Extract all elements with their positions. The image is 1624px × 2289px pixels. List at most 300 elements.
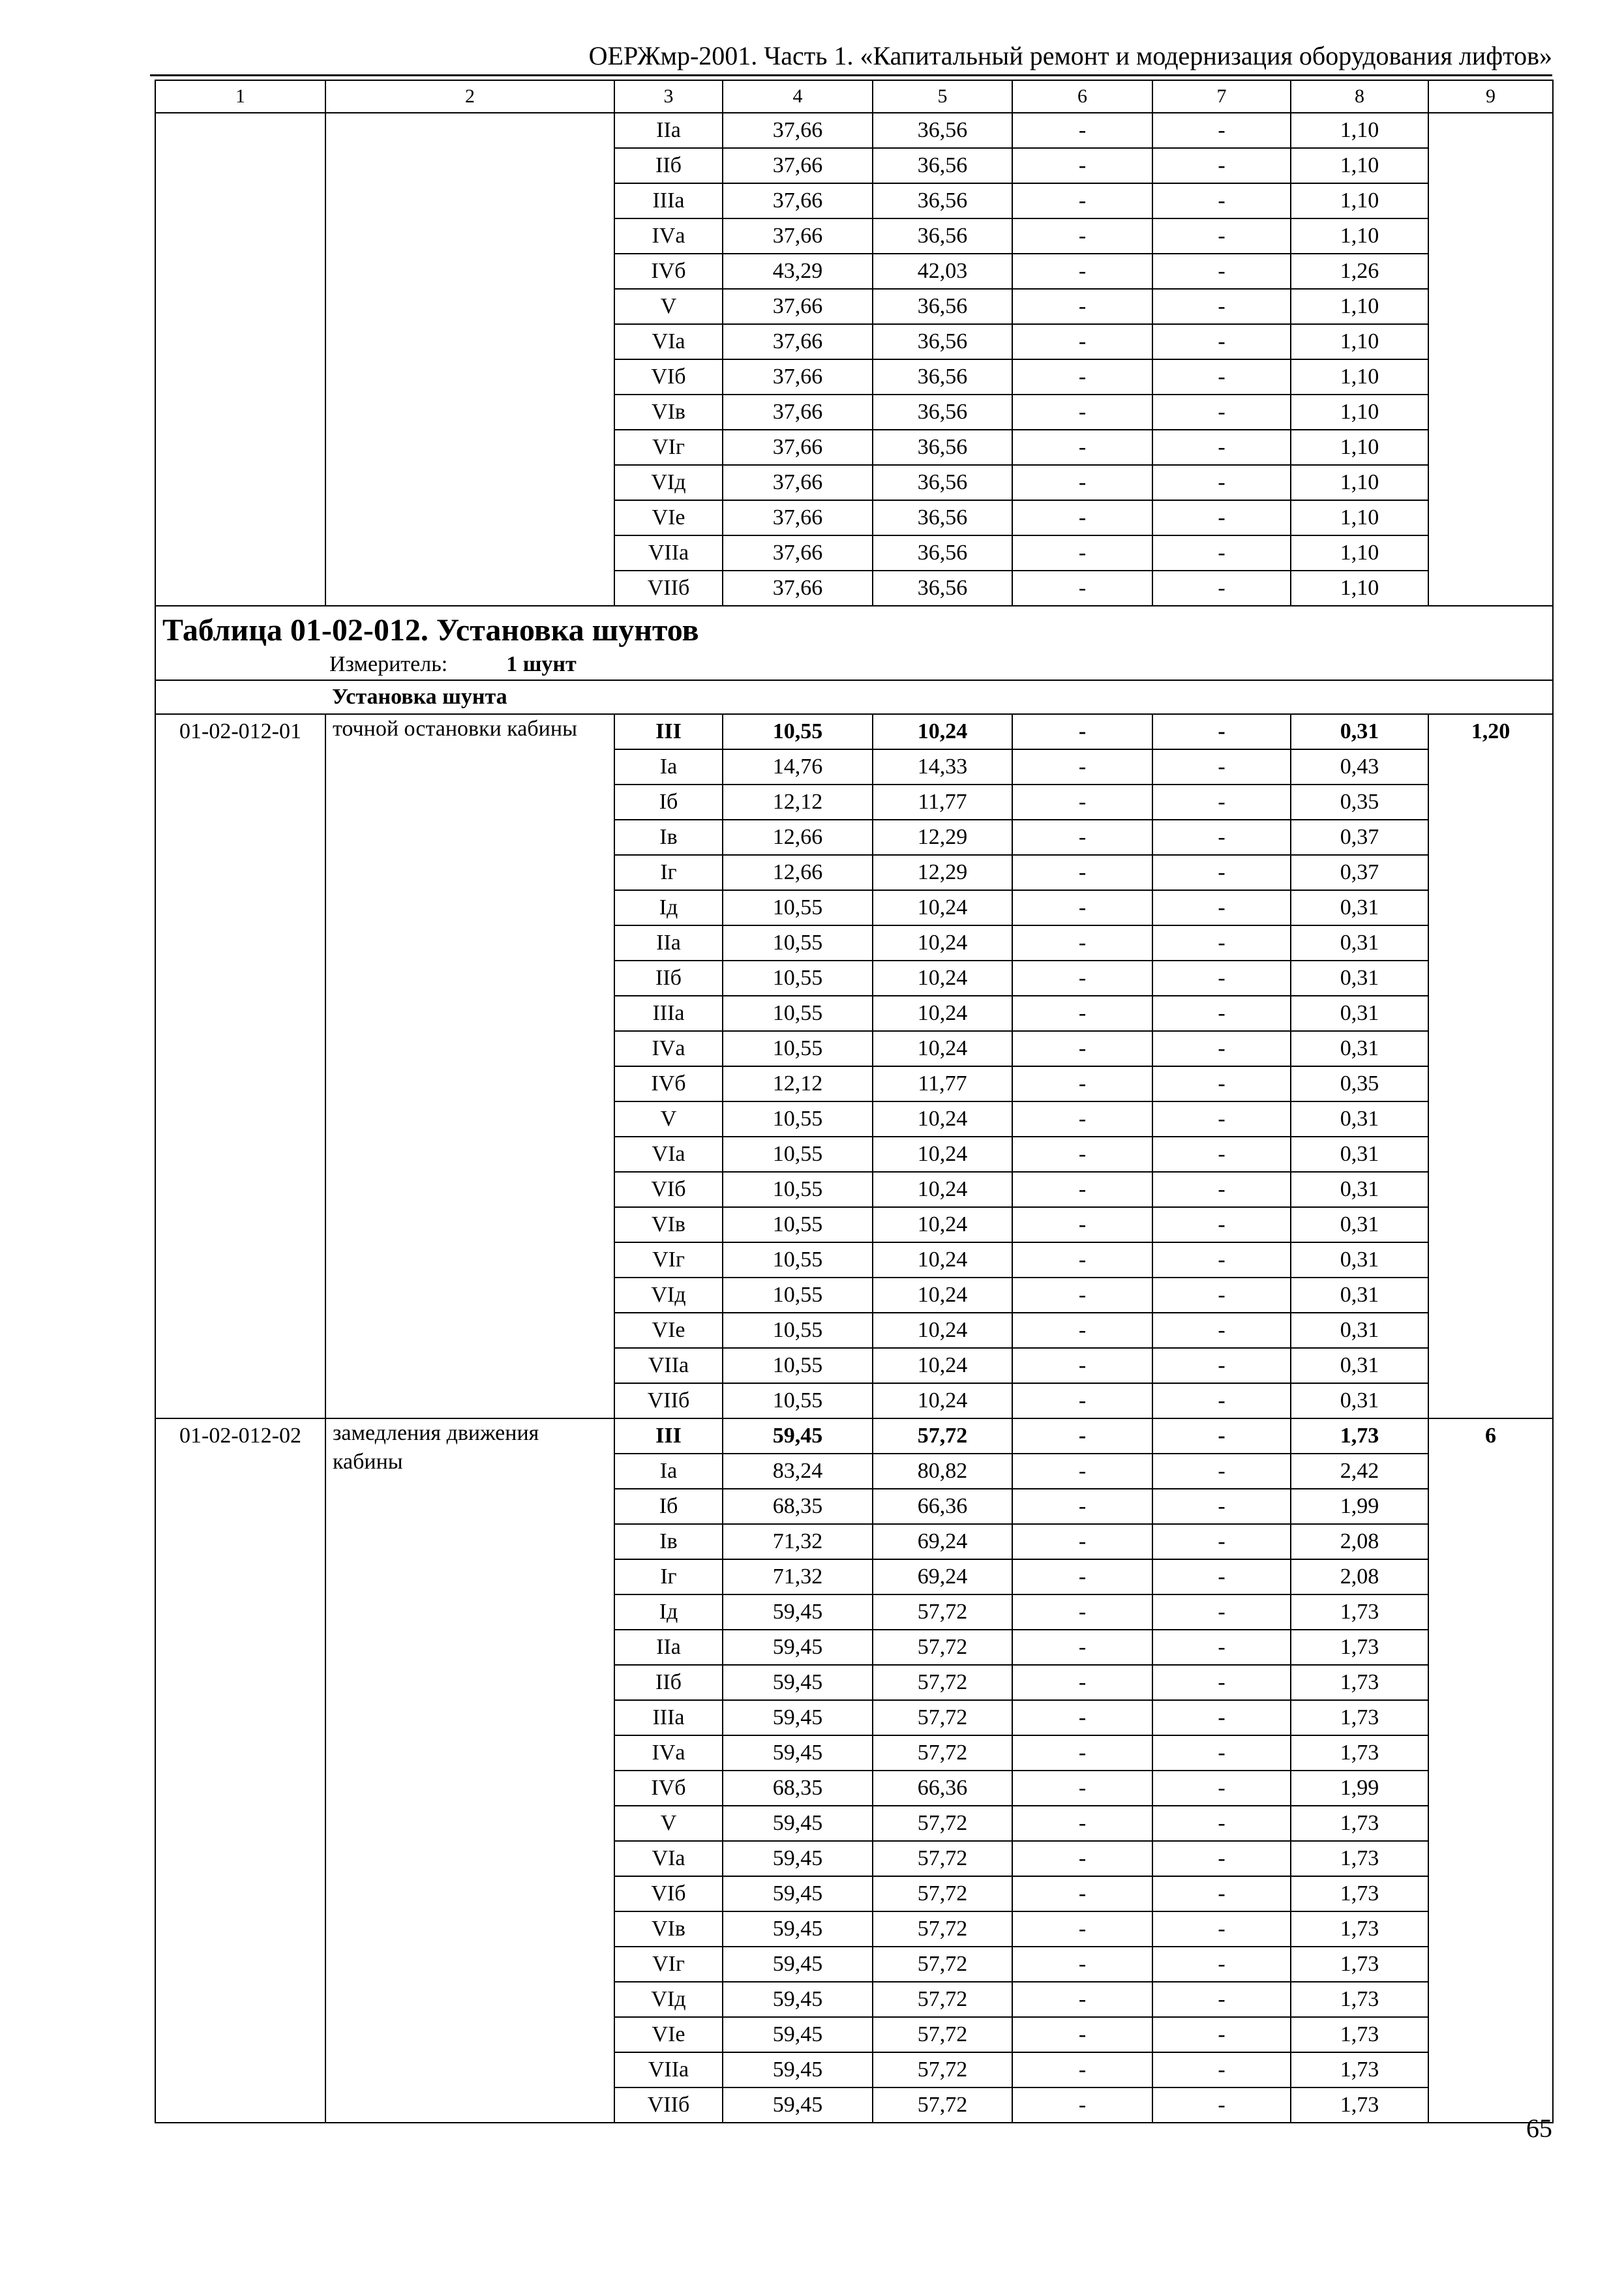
cell-wages: 12,29 [873,820,1012,855]
cell-machinist-wages: - [1152,1172,1291,1207]
cell-resource-class: VIб [614,1876,723,1911]
cell-materials: 1,10 [1291,571,1428,606]
cell-wages: 10,24 [873,1137,1012,1172]
cell-machine-costs: - [1012,571,1152,606]
cell-resource-class: IVа [614,1031,723,1066]
cell-resource-class: VIг [614,1242,723,1278]
cell-direct-costs: 10,55 [723,1031,873,1066]
cell-machine-costs: - [1012,2087,1152,2123]
cell-resource-class: VIа [614,324,723,359]
cell-direct-costs: 37,66 [723,395,873,430]
labor-costs: 6 [1428,1418,1553,2123]
cell-machine-costs: - [1012,1207,1152,1242]
cell-machinist-wages: - [1152,324,1291,359]
cell-resource-class: V [614,1101,723,1137]
cell-materials: 1,10 [1291,289,1428,324]
cell-resource-class: IVа [614,218,723,254]
rates-table [155,80,1554,2123]
cell-wages: 10,24 [873,714,1012,749]
cell-wages: 57,72 [873,2052,1012,2087]
cell-resource-class: III [614,1418,723,1454]
cell-machine-costs: - [1012,465,1152,500]
cell-direct-costs: 83,24 [723,1454,873,1489]
cell-wages: 10,24 [873,961,1012,996]
cell-direct-costs: 10,55 [723,1383,873,1418]
cell-wages: 57,72 [873,1594,1012,1630]
cell-direct-costs: 12,66 [723,855,873,890]
cell-direct-costs: 59,45 [723,1982,873,2017]
cell-machinist-wages: - [1152,1066,1291,1101]
cell-wages: 10,24 [873,1348,1012,1383]
cell-machine-costs: - [1012,1101,1152,1137]
cell-materials: 1,73 [1291,2052,1428,2087]
cell-resource-class: Iб [614,785,723,820]
cell-materials: 1,73 [1291,1841,1428,1876]
cell-direct-costs: 59,45 [723,2052,873,2087]
cell-resource-class: IIIа [614,1700,723,1735]
cell-direct-costs: 37,66 [723,430,873,465]
rate-name: замедления движения кабины [325,1418,614,2123]
cell-resource-class: VIд [614,465,723,500]
table-title: Таблица 01-02-012. Установка шунтов [162,613,699,648]
cell-wages: 10,24 [873,1278,1012,1313]
cell-wages: 57,72 [873,1982,1012,2017]
cell-resource-class: VIб [614,359,723,395]
cell-wages: 10,24 [873,1313,1012,1348]
cell-machinist-wages: - [1152,1876,1291,1911]
cell-machinist-wages: - [1152,183,1291,218]
cell-materials: 1,73 [1291,1735,1428,1771]
cell-materials: 1,99 [1291,1489,1428,1524]
cell-machinist-wages: - [1152,1735,1291,1771]
cell-resource-class: III [614,714,723,749]
cell-machine-costs: - [1012,749,1152,785]
cell-materials: 2,08 [1291,1559,1428,1594]
cell-machine-costs: - [1012,113,1152,148]
cell-materials: 0,31 [1291,1278,1428,1313]
cell-wages: 36,56 [873,289,1012,324]
cell-machinist-wages: - [1152,749,1291,785]
col-number: 5 [873,80,1012,113]
rate-code: 01-02-012-01 [155,714,325,1418]
cell-machinist-wages: - [1152,714,1291,749]
cell-machinist-wages: - [1152,1559,1291,1594]
cell-resource-class: IIIа [614,996,723,1031]
cell-direct-costs: 37,66 [723,113,873,148]
table-row [155,113,1553,148]
cell-machine-costs: - [1012,996,1152,1031]
cell-machine-costs: - [1012,1383,1152,1418]
cell-machinist-wages: - [1152,855,1291,890]
cell-direct-costs: 12,66 [723,820,873,855]
cell-machinist-wages: - [1152,1348,1291,1383]
cell-wages: 57,72 [873,1418,1012,1454]
cell-machine-costs: - [1012,1841,1152,1876]
cell-resource-class: VIг [614,1947,723,1982]
rate-code: 01-02-012-02 [155,1418,325,2123]
cell-direct-costs: 10,55 [723,1348,873,1383]
cell-materials: 0,31 [1291,1137,1428,1172]
cell-direct-costs: 10,55 [723,1207,873,1242]
cell-machinist-wages: - [1152,996,1291,1031]
col-number: 7 [1152,80,1291,113]
col-number: 1 [155,80,325,113]
table-title-row [155,606,1553,680]
cell-resource-class: V [614,1806,723,1841]
cell-materials: 1,73 [1291,1594,1428,1630]
column-number-row [155,80,1553,113]
cell-wages: 10,24 [873,1101,1012,1137]
cell-direct-costs: 59,45 [723,1947,873,1982]
cell-direct-costs: 59,45 [723,2087,873,2123]
cell-machine-costs: - [1012,820,1152,855]
cell-materials: 0,37 [1291,820,1428,855]
cell-materials: 1,10 [1291,113,1428,148]
cell-machinist-wages: - [1152,785,1291,820]
cell-resource-class: IVб [614,1771,723,1806]
cell-wages: 66,36 [873,1771,1012,1806]
cell-direct-costs: 37,66 [723,359,873,395]
cell-wages: 36,56 [873,148,1012,183]
cell-machine-costs: - [1012,1911,1152,1947]
cell-machinist-wages: - [1152,148,1291,183]
cell-machine-costs: - [1012,1594,1152,1630]
col-number: 4 [723,80,873,113]
subheading: Установка шунта [155,680,1553,714]
cell-direct-costs: 12,12 [723,1066,873,1101]
cell-direct-costs: 10,55 [723,1313,873,1348]
cell-direct-costs: 59,45 [723,2017,873,2052]
col-number: 9 [1428,80,1553,113]
cell-machinist-wages: - [1152,2087,1291,2123]
cell-machine-costs: - [1012,500,1152,535]
cell-wages: 57,72 [873,1806,1012,1841]
cell-wages: 10,24 [873,1383,1012,1418]
cell-direct-costs: 10,55 [723,961,873,996]
cell-resource-class: IIб [614,1665,723,1700]
cell-direct-costs: 10,55 [723,1172,873,1207]
cell-resource-class: Iг [614,855,723,890]
cell-machinist-wages: - [1152,1383,1291,1418]
cell-materials: 1,73 [1291,1911,1428,1947]
cell-wages: 80,82 [873,1454,1012,1489]
cell-machine-costs: - [1012,1031,1152,1066]
cell-materials: 0,31 [1291,1101,1428,1137]
cell-materials: 1,73 [1291,1982,1428,2017]
cell-wages: 57,72 [873,1700,1012,1735]
cell-machinist-wages: - [1152,535,1291,571]
cell-wages: 36,56 [873,430,1012,465]
cell-direct-costs: 59,45 [723,1806,873,1841]
cell-machine-costs: - [1012,148,1152,183]
cell-materials: 0,31 [1291,1242,1428,1278]
cell-wages: 10,24 [873,996,1012,1031]
cell-machine-costs: - [1012,1348,1152,1383]
cell-direct-costs: 14,76 [723,749,873,785]
cell-resource-class: IIа [614,1630,723,1665]
cell-machine-costs: - [1012,961,1152,996]
cell-direct-costs: 12,12 [723,785,873,820]
cell-machine-costs: - [1012,289,1152,324]
cell-machine-costs: - [1012,1735,1152,1771]
cell-resource-class: Iд [614,1594,723,1630]
cell-wages: 36,56 [873,395,1012,430]
cell-wages: 36,56 [873,571,1012,606]
cell-machinist-wages: - [1152,1524,1291,1559]
table-title-cell [155,606,1553,680]
cell-machine-costs: - [1012,430,1152,465]
cell-resource-class: Iг [614,1559,723,1594]
cell-resource-class: VIIб [614,2087,723,2123]
cell-materials: 1,73 [1291,1418,1428,1454]
cell-wages: 36,56 [873,183,1012,218]
col-number: 2 [325,80,614,113]
cell-direct-costs: 37,66 [723,148,873,183]
cell-direct-costs: 59,45 [723,1594,873,1630]
cell-machine-costs: - [1012,1947,1152,1982]
cell-machinist-wages: - [1152,1771,1291,1806]
cell-wages: 36,56 [873,359,1012,395]
cell-machinist-wages: - [1152,359,1291,395]
cell-direct-costs: 71,32 [723,1559,873,1594]
cell-machine-costs: - [1012,925,1152,961]
cell-wages: 57,72 [873,1876,1012,1911]
cell-machine-costs: - [1012,890,1152,925]
cell-wages: 36,56 [873,535,1012,571]
cell-machinist-wages: - [1152,1101,1291,1137]
cell-resource-class: Iв [614,1524,723,1559]
cell-resource-class: VIIб [614,571,723,606]
cell-wages: 36,56 [873,465,1012,500]
meter-line [162,650,1546,680]
col-number: 6 [1012,80,1152,113]
cell-direct-costs: 37,66 [723,535,873,571]
cell-machinist-wages: - [1152,113,1291,148]
cell-materials: 0,31 [1291,1313,1428,1348]
cell-direct-costs: 43,29 [723,254,873,289]
cell-wages: 10,24 [873,925,1012,961]
cell-materials: 2,42 [1291,1454,1428,1489]
cell-wages: 57,72 [873,1911,1012,1947]
cell-direct-costs: 10,55 [723,890,873,925]
page-number: 65 [1526,2114,1552,2143]
header-rule [150,74,1552,76]
cell-resource-class: IVб [614,254,723,289]
cell-machinist-wages: - [1152,1489,1291,1524]
cell-direct-costs: 59,45 [723,1630,873,1665]
cell-resource-class: IVа [614,1735,723,1771]
cell-machine-costs: - [1012,1066,1152,1101]
cell-materials: 0,37 [1291,855,1428,890]
cell-materials: 1,10 [1291,324,1428,359]
cell-machinist-wages: - [1152,218,1291,254]
cell-direct-costs: 68,35 [723,1489,873,1524]
cell-machinist-wages: - [1152,1911,1291,1947]
cell-machine-costs: - [1012,1982,1152,2017]
cell-machine-costs: - [1012,1242,1152,1278]
cell-machinist-wages: - [1152,1207,1291,1242]
cell-machinist-wages: - [1152,289,1291,324]
cell-direct-costs: 68,35 [723,1771,873,1806]
cell-wages: 36,56 [873,218,1012,254]
cell-materials: 0,43 [1291,749,1428,785]
cell-machinist-wages: - [1152,925,1291,961]
cell-machinist-wages: - [1152,1313,1291,1348]
cell-name [325,113,614,606]
cell-machinist-wages: - [1152,1137,1291,1172]
cell-direct-costs: 10,55 [723,1242,873,1278]
cell-machine-costs: - [1012,395,1152,430]
cell-direct-costs: 59,45 [723,1841,873,1876]
cell-wages: 14,33 [873,749,1012,785]
cell-wages: 36,56 [873,500,1012,535]
cell-resource-class: VIIа [614,1348,723,1383]
cell-direct-costs: 10,55 [723,1278,873,1313]
cell-direct-costs: 37,66 [723,571,873,606]
cell-machine-costs: - [1012,535,1152,571]
cell-machine-costs: - [1012,1313,1152,1348]
cell-materials: 1,10 [1291,465,1428,500]
cell-wages: 10,24 [873,1242,1012,1278]
cell-machine-costs: - [1012,1172,1152,1207]
cell-direct-costs: 59,45 [723,1700,873,1735]
cell-wages: 10,24 [873,1031,1012,1066]
cell-machinist-wages: - [1152,500,1291,535]
cell-direct-costs: 10,55 [723,1137,873,1172]
cell-machine-costs: - [1012,218,1152,254]
cell-direct-costs: 10,55 [723,1101,873,1137]
cell-wages: 69,24 [873,1524,1012,1559]
cell-direct-costs: 59,45 [723,1418,873,1454]
cell-materials: 1,10 [1291,148,1428,183]
cell-wages: 57,72 [873,1665,1012,1700]
cell-wages: 57,72 [873,2017,1012,2052]
cell-machinist-wages: - [1152,571,1291,606]
cell-machine-costs: - [1012,254,1152,289]
cell-machine-costs: - [1012,1278,1152,1313]
cell-machinist-wages: - [1152,890,1291,925]
cell-resource-class: VIе [614,2017,723,2052]
cell-resource-class: VIа [614,1137,723,1172]
cell-wages: 10,24 [873,890,1012,925]
cell-machine-costs: - [1012,1771,1152,1806]
cell-machinist-wages: - [1152,254,1291,289]
cell-resource-class: VIд [614,1278,723,1313]
cell-resource-class: IIа [614,925,723,961]
cell-materials: 1,10 [1291,500,1428,535]
cell-machinist-wages: - [1152,1630,1291,1665]
cell-materials: 1,73 [1291,2087,1428,2123]
cell-machinist-wages: - [1152,1242,1291,1278]
cell-materials: 1,73 [1291,1806,1428,1841]
cell-resource-class: VIе [614,500,723,535]
cell-machinist-wages: - [1152,1665,1291,1700]
cell-direct-costs: 37,66 [723,465,873,500]
cell-machine-costs: - [1012,1630,1152,1665]
cell-machine-costs: - [1012,1700,1152,1735]
cell-materials: 0,31 [1291,1031,1428,1066]
cell-direct-costs: 59,45 [723,1735,873,1771]
cell-machine-costs: - [1012,1806,1152,1841]
cell-machine-costs: - [1012,324,1152,359]
cell-machinist-wages: - [1152,2052,1291,2087]
cell-resource-class: VIг [614,430,723,465]
meter-label: Измеритель: [329,652,448,676]
cell-resource-class: IIIа [614,183,723,218]
cell-materials: 0,35 [1291,785,1428,820]
cell-direct-costs: 59,45 [723,1911,873,1947]
cell-materials: 0,35 [1291,1066,1428,1101]
cell-wages: 12,29 [873,855,1012,890]
cell-wages: 42,03 [873,254,1012,289]
cell-materials: 0,31 [1291,714,1428,749]
cell-resource-class: VIа [614,1841,723,1876]
subheading-row [155,680,1553,714]
cell-materials: 1,10 [1291,218,1428,254]
cell-machine-costs: - [1012,785,1152,820]
cell-code [155,113,325,606]
cell-direct-costs: 10,55 [723,925,873,961]
cell-wages: 57,72 [873,1947,1012,1982]
col-number: 3 [614,80,723,113]
cell-resource-class: VIе [614,1313,723,1348]
cell-materials: 1,10 [1291,535,1428,571]
cell-wages: 36,56 [873,113,1012,148]
cell-machine-costs: - [1012,1418,1152,1454]
cell-resource-class: Iв [614,820,723,855]
cell-materials: 1,10 [1291,430,1428,465]
cell-direct-costs: 37,66 [723,289,873,324]
cell-machine-costs: - [1012,855,1152,890]
rate-name: точной остановки кабины [325,714,614,1418]
cell-machine-costs: - [1012,1665,1152,1700]
cell-machinist-wages: - [1152,1700,1291,1735]
cell-resource-class: Iд [614,890,723,925]
cell-wages: 10,24 [873,1172,1012,1207]
cell-machine-costs: - [1012,359,1152,395]
cell-machine-costs: - [1012,1137,1152,1172]
cell-materials: 0,31 [1291,961,1428,996]
cell-materials: 1,73 [1291,1876,1428,1911]
cell-materials: 2,08 [1291,1524,1428,1559]
cell-wages: 57,72 [873,1735,1012,1771]
cell-machinist-wages: - [1152,1454,1291,1489]
cell-resource-class: Iа [614,749,723,785]
cell-machinist-wages: - [1152,2017,1291,2052]
cell-wages: 69,24 [873,1559,1012,1594]
cell-machine-costs: - [1012,2017,1152,2052]
meter-value: 1 шунт [506,652,577,676]
cell-resource-class: VIIб [614,1383,723,1418]
cell-materials: 0,31 [1291,1172,1428,1207]
cell-wages: 66,36 [873,1489,1012,1524]
cell-direct-costs: 10,55 [723,996,873,1031]
cell-materials: 1,73 [1291,1947,1428,1982]
cell-machinist-wages: - [1152,465,1291,500]
cell-machinist-wages: - [1152,1947,1291,1982]
cell-direct-costs: 71,32 [723,1524,873,1559]
cell-wages: 57,72 [873,1841,1012,1876]
cell-resource-class: IVб [614,1066,723,1101]
cell-direct-costs: 10,55 [723,714,873,749]
cell-resource-class: V [614,289,723,324]
cell-machinist-wages: - [1152,1278,1291,1313]
cell-wages: 36,56 [873,324,1012,359]
cell-machine-costs: - [1012,2052,1152,2087]
cell-materials: 1,73 [1291,1630,1428,1665]
cell-resource-class: VIв [614,1207,723,1242]
cell-labor [1428,113,1553,606]
